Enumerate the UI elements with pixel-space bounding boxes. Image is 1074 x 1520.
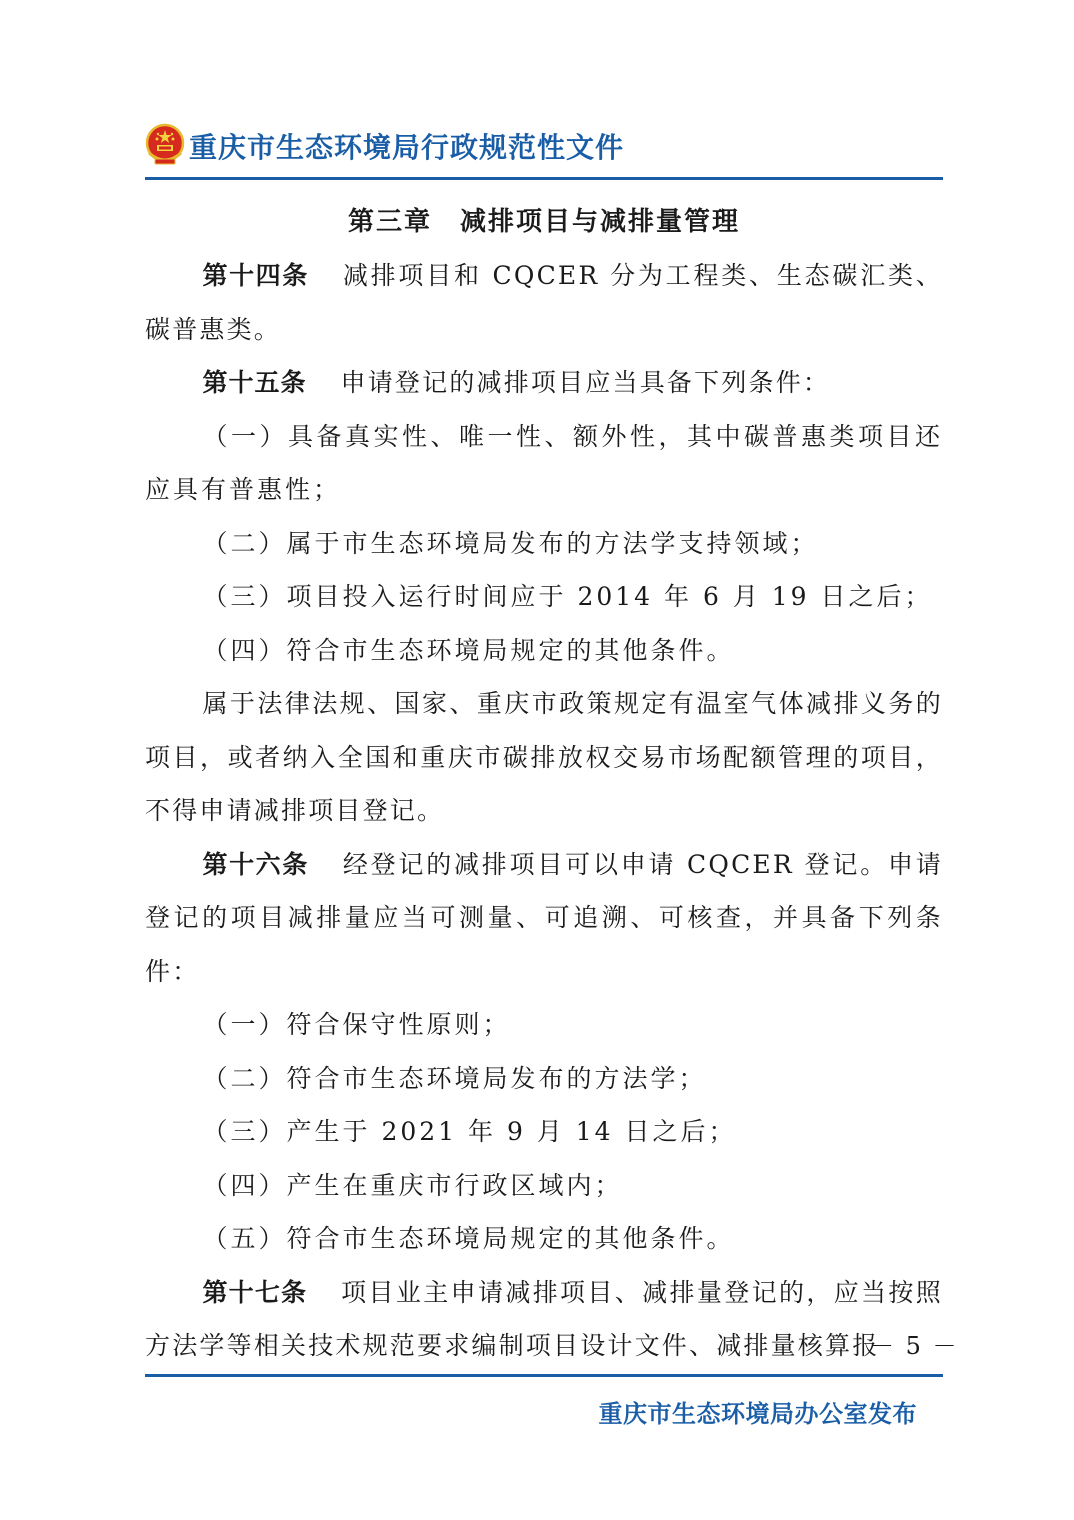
paragraph-text: 项目业主申请减排项目、减排量登记的，应当按照方法学等相关技术规范要求编制项目设计文件、减排量核算报 (145, 1277, 943, 1360)
paragraph-text: （二）属于市生态环境局发布的方法学支持领域； (202, 528, 819, 558)
national-emblem-icon (145, 123, 185, 167)
article-paragraph (145, 356, 943, 410)
paragraph-text: （四）符合市生态环境局规定的其他条件。 (202, 635, 735, 665)
article-number: 第十四条 (202, 261, 309, 290)
document-header (145, 118, 945, 178)
page-number: － 5 － (870, 1332, 959, 1360)
paragraph-text: （二）符合市生态环境局发布的方法学； (202, 1063, 707, 1093)
paragraph-text: 申请登记的减排项目应当具备下列条件： (340, 368, 831, 397)
paragraph-text: （一）具备真实性、唯一性、额外性，其中碳普惠类项目还应具有普惠性； (145, 421, 943, 504)
chapter-title: 第三章 减排项目与减排量管理 (347, 207, 740, 237)
paragraph-text: 经登记的减排项目可以申请 CQCER 登记。申请登记的项目减排量应当可测量、可追溯、可核查，并具备下列条件： (145, 849, 943, 986)
paragraph-text: （三）项目投入运行时间应于 2014 年 6 月 19 日之后； (202, 582, 933, 611)
article-number: 第十六条 (202, 849, 309, 879)
body-paragraph (145, 1212, 943, 1266)
paragraph-text: （四）产生在重庆市行政区域内； (202, 1170, 623, 1200)
body-paragraph (145, 998, 943, 1052)
body-paragraph (145, 1159, 943, 1213)
footer-publisher: 重庆市生态环境局办公室发布 (598, 1400, 917, 1428)
paragraph-text: （五）符合市生态环境局规定的其他条件。 (202, 1224, 735, 1253)
header-title: 重庆市生态环境局行政规范性文件 (189, 131, 625, 164)
header-divider (145, 177, 943, 180)
body-paragraph (145, 1052, 943, 1106)
paragraph-text: （三）产生于 2021 年 9 月 14 日之后； (202, 1117, 737, 1146)
body-paragraph (145, 677, 943, 838)
body-paragraph (145, 624, 943, 678)
footer-divider (145, 1374, 943, 1377)
article-number: 第十七条 (202, 1277, 308, 1307)
body-paragraph (145, 410, 943, 517)
article-paragraph (145, 838, 943, 999)
paragraph-text: 属于法律法规、国家、重庆市政策规定有温室气体减排义务的项目，或者纳入全国和重庆市碳排放权交易市场配额管理的项目，不得申请减排项目登记。 (145, 689, 943, 825)
article-paragraph (145, 1266, 943, 1373)
paragraph-text: （一）符合保守性原则； (202, 1010, 511, 1039)
paragraph-list (145, 249, 943, 1373)
article-number: 第十五条 (202, 368, 307, 397)
body-paragraph (145, 570, 943, 624)
body-paragraph (145, 517, 943, 571)
document-body (145, 196, 943, 1373)
paragraph-text: 减排项目和 CQCER 分为工程类、生态碳汇类、碳普惠类。 (145, 261, 943, 344)
article-paragraph (145, 249, 943, 356)
body-paragraph (145, 1105, 943, 1159)
